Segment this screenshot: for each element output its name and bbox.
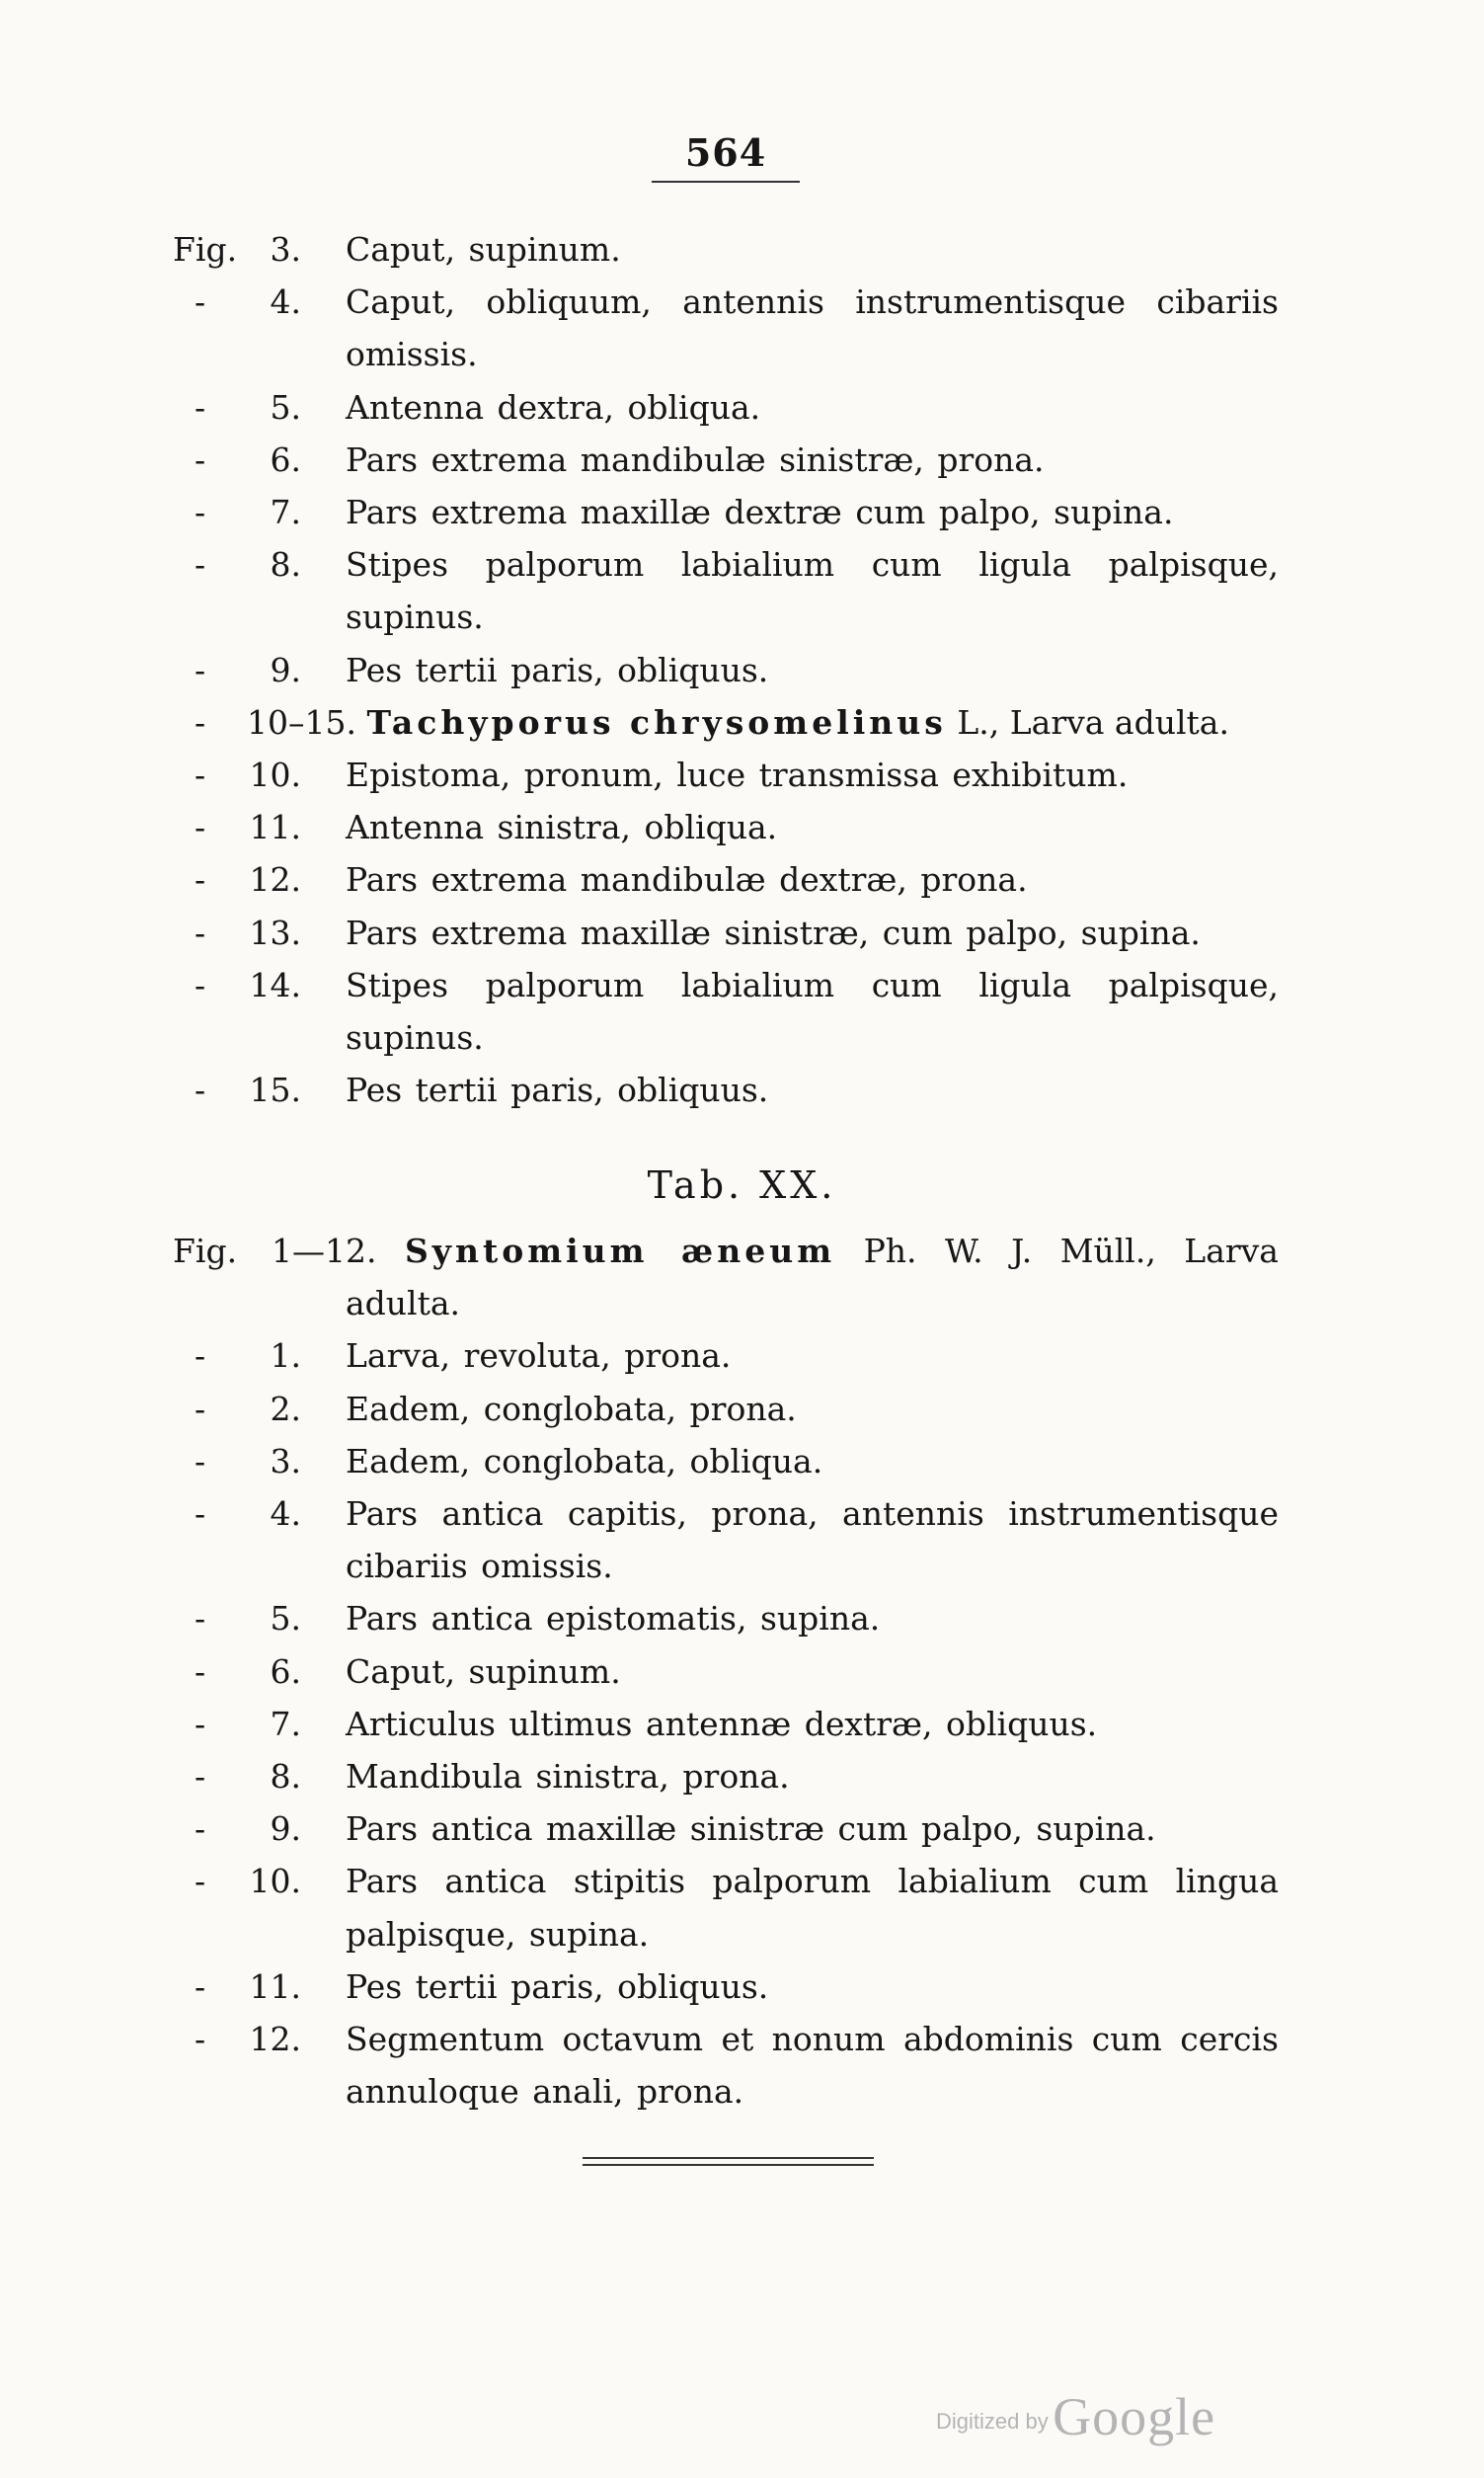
figure-entry-continuation <box>0 1011 1484 1064</box>
figure-description: Pars antica epistomatis, supina. <box>346 1599 881 1639</box>
plate-heading: Tab. XX. <box>647 1163 837 1207</box>
figure-description: Eadem, conglobata, prona. <box>346 1389 797 1428</box>
figure-entry-continuation <box>0 328 1484 380</box>
figure-number: 9. <box>270 650 301 689</box>
figure-number: 4. <box>270 1494 301 1533</box>
ditto-dash: - <box>195 1809 206 1849</box>
ditto-dash: - <box>195 1966 206 2006</box>
figure-number: 8. <box>270 545 301 585</box>
figure-number: 3. <box>270 230 301 269</box>
figure-entry <box>0 1487 1484 1540</box>
ditto-dash: - <box>195 545 206 585</box>
figure-number: 6. <box>270 1651 301 1691</box>
figure-number: 9. <box>270 1809 301 1849</box>
figure-description: Larva, revoluta, prona. <box>346 1336 732 1376</box>
figure-entry <box>0 276 1484 328</box>
google-watermark <box>936 2386 1215 2447</box>
figure-description: Caput, supinum. <box>346 230 621 269</box>
ditto-dash: - <box>195 702 206 742</box>
species-name: Tachyporus chrysomelinus <box>366 702 947 742</box>
ditto-dash: - <box>195 756 206 794</box>
end-rule <box>583 2157 874 2159</box>
figure-entry <box>0 1064 1484 1116</box>
ditto-dash: - <box>195 860 206 900</box>
figure-range: 10–15. <box>247 702 356 742</box>
ditto-dash: - <box>195 1389 206 1428</box>
figure-number: 3. <box>270 1441 301 1480</box>
ditto-dash: - <box>195 282 206 322</box>
figure-description: Segmentum octavum et nonum abdominis cum cercis <box>346 2020 1279 2058</box>
figure-entry <box>0 1383 1484 1435</box>
figure-description: cibariis omissis. <box>346 1547 613 1586</box>
figure-range-text <box>247 696 1279 749</box>
figure-number: 8. <box>270 1757 301 1796</box>
figure-description: annuloque anali, prona. <box>346 2072 744 2112</box>
figure-number: 6. <box>270 440 301 479</box>
figure-description: Pars antica capitis, prona, antennis instrumentisque <box>346 1494 1279 1533</box>
fig-label: Fig. <box>173 1232 238 1270</box>
figure-entry-continuation <box>0 1908 1484 1960</box>
figure-entry-continuation <box>0 2065 1484 2118</box>
ditto-dash: - <box>195 2020 206 2058</box>
ditto-dash: - <box>195 493 206 531</box>
figure-description: Caput, obliquum, antennis instrumentisque cibariis <box>346 282 1279 322</box>
species-name: Syntomium æneum <box>404 1232 836 1270</box>
ditto-dash: - <box>195 1071 206 1110</box>
figure-description: Pars antica stipitis palporum labialium cum lingua <box>346 1862 1279 1901</box>
ditto-dash: - <box>195 1704 206 1743</box>
figure-description: supinus. <box>346 598 484 637</box>
figure-description: Pes tertii paris, obliquus. <box>346 1966 769 2006</box>
end-rule <box>583 2164 874 2166</box>
ditto-dash: - <box>195 1441 206 1480</box>
figure-entry <box>0 2013 1484 2065</box>
ditto-dash: - <box>195 1599 206 1639</box>
figure-description: Pars extrema mandibulæ sinistræ, prona. <box>346 440 1045 479</box>
figure-entry <box>0 801 1484 853</box>
figure-description: supinus. <box>346 1018 484 1057</box>
figure-description: Pes tertii paris, obliquus. <box>346 650 769 689</box>
figure-number: 13. <box>249 913 301 952</box>
page-number-rule <box>652 181 800 183</box>
figure-entry <box>0 434 1484 486</box>
ditto-dash: - <box>195 1651 206 1691</box>
figure-number: 10. <box>249 756 301 794</box>
figure-number: 11. <box>249 808 301 847</box>
ditto-dash: - <box>195 440 206 479</box>
figure-entry <box>0 959 1484 1011</box>
figure-entry <box>0 749 1484 801</box>
ditto-dash: - <box>195 1862 206 1901</box>
figure-description: Articulus ultimus antennæ dextræ, obliquus. <box>346 1704 1098 1743</box>
figure-number: 12. <box>249 2020 301 2058</box>
ditto-dash: - <box>195 808 206 847</box>
figure-number: 12. <box>249 860 301 900</box>
figure-entry <box>0 1960 1484 2013</box>
figure-number: 10. <box>249 1862 301 1901</box>
figure-entry <box>0 538 1484 591</box>
page-number: 564 <box>684 130 767 175</box>
figure-number: 2. <box>270 1389 301 1428</box>
figure-description: Pars antica maxillæ sinistræ cum palpo, supina. <box>346 1809 1156 1849</box>
ditto-dash: - <box>195 1494 206 1533</box>
ditto-dash: - <box>195 1757 206 1796</box>
figure-description: adulta. <box>346 1284 461 1323</box>
figure-number: 5. <box>270 387 301 427</box>
figure-entry <box>0 223 1484 276</box>
figure-description: Pes tertii paris, obliquus. <box>346 1071 769 1110</box>
figure-entry <box>0 644 1484 696</box>
ditto-dash: - <box>195 650 206 689</box>
figure-number: 7. <box>270 1704 301 1743</box>
figure-entry <box>0 1802 1484 1855</box>
fig-label: Fig. <box>173 230 238 269</box>
ditto-dash: - <box>195 913 206 952</box>
figure-entry <box>0 1750 1484 1802</box>
figure-entry-continuation <box>0 1540 1484 1592</box>
figure-range: 1—12. <box>272 1232 377 1270</box>
figure-description: Pars extrema mandibulæ dextræ, prona. <box>346 860 1028 900</box>
figure-description: Epistoma, pronum, luce transmissa exhibitum. <box>346 756 1129 794</box>
figure-range-row <box>0 1225 1484 1277</box>
figure-entry <box>0 1855 1484 1907</box>
figure-description: Pars extrema maxillæ sinistræ, cum palpo, supina. <box>346 913 1201 952</box>
figure-entry <box>0 1645 1484 1698</box>
figure-description: Stipes palporum labialium cum ligula palpisque, <box>346 965 1279 1004</box>
figure-description: Eadem, conglobata, obliqua. <box>346 1441 823 1480</box>
figure-range-row <box>0 696 1484 749</box>
figure-description: Caput, supinum. <box>346 1651 621 1691</box>
google-logo: Google <box>1053 2387 1216 2446</box>
figure-entry <box>0 1329 1484 1382</box>
figure-range-text <box>272 1225 1279 1277</box>
figure-description: Mandibula sinistra, prona. <box>346 1757 790 1796</box>
figure-entry <box>0 1435 1484 1487</box>
figure-number: 1. <box>270 1336 301 1376</box>
figure-description: Stipes palporum labialium cum ligula palpisque, <box>346 545 1279 585</box>
figure-description: Antenna sinistra, obliqua. <box>346 808 778 847</box>
figure-range-rest: Ph. W. J. Müll., Larva <box>863 1232 1279 1270</box>
watermark-prefix: Digitized by <box>936 2409 1049 2434</box>
ditto-dash: - <box>195 965 206 1004</box>
figure-entry <box>0 1698 1484 1750</box>
figure-entry-continuation <box>0 1277 1484 1329</box>
figure-entry <box>0 1592 1484 1644</box>
figure-entry <box>0 907 1484 959</box>
figure-number: 5. <box>270 1599 301 1639</box>
figure-description: Antenna dextra, obliqua. <box>346 387 761 427</box>
figure-number: 11. <box>249 1966 301 2006</box>
figure-description: Pars extrema maxillæ dextræ cum palpo, supina. <box>346 493 1174 531</box>
figure-range-rest: L., Larva adulta. <box>957 702 1229 742</box>
ditto-dash: - <box>195 387 206 427</box>
figure-description: omissis. <box>346 335 478 374</box>
figure-number: 7. <box>270 493 301 531</box>
figure-number: 15. <box>249 1071 301 1110</box>
figure-entry-continuation <box>0 591 1484 643</box>
figure-number: 4. <box>270 282 301 322</box>
figure-entry <box>0 381 1484 434</box>
figure-entry <box>0 853 1484 906</box>
figure-number: 14. <box>249 965 301 1004</box>
figure-entry <box>0 486 1484 538</box>
figure-description: palpisque, supina. <box>346 1914 650 1954</box>
ditto-dash: - <box>195 1336 206 1376</box>
